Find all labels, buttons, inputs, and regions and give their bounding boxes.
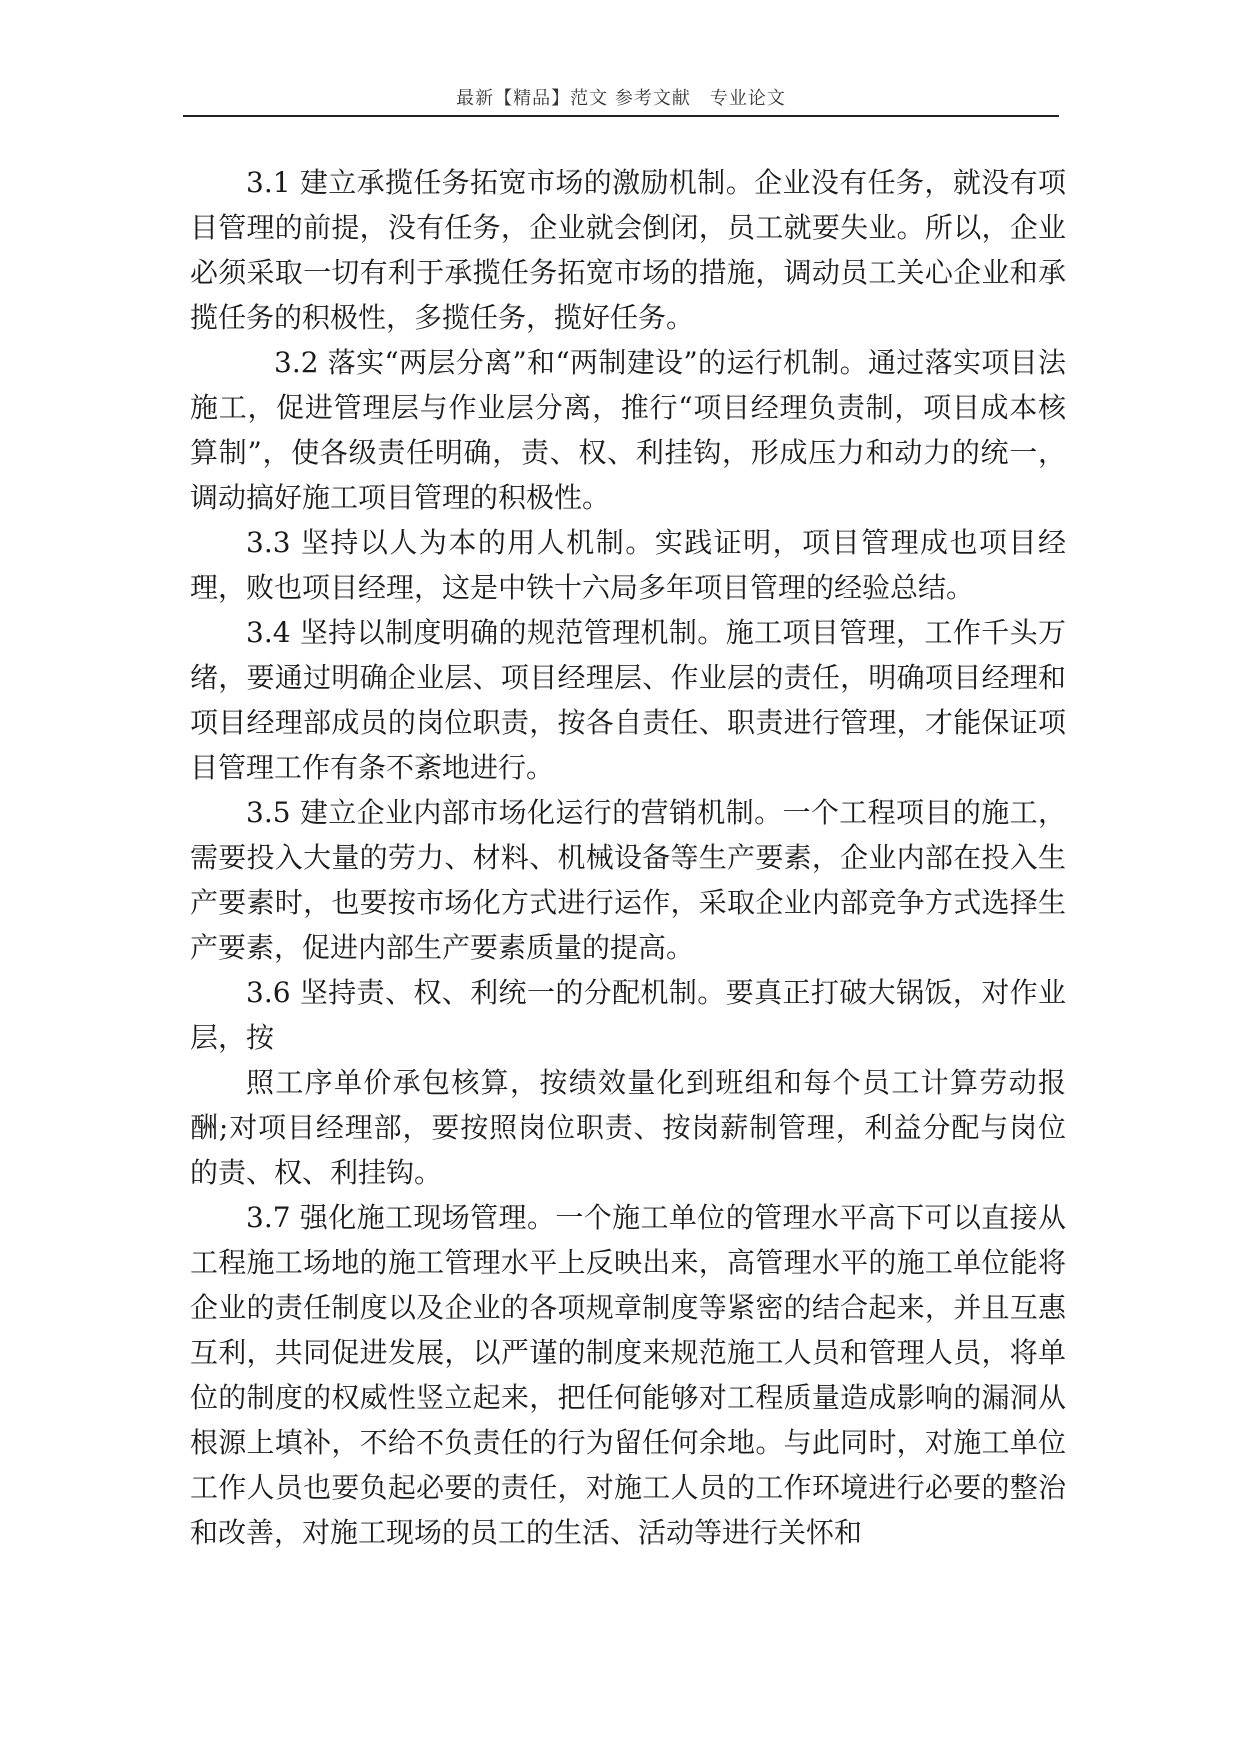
paragraph-3-5: 3.5 建立企业内部市场化运行的营销机制。一个工程项目的施工，需要投入大量的劳力、材料、机械设备等生产要素，企业内部在投入生产要素时，也要按市场化方式进行运作，采取企业内部竞争方式选择生产要素，促进内部生产要素质量的提高。: [190, 796, 1066, 964]
paragraph-3-1: 3.1 建立承揽任务拓宽市场的激励机制。企业没有任务，就没有项目管理的前提，没有任务，企业就会倒闭，员工就要失业。所以，企业必须采取一切有利于承揽任务拓宽市场的措施，调动员工关心企业和承揽任务的积极性，多揽任务，揽好任务。: [190, 166, 1066, 334]
paragraph-3-2: 3.2 落实“两层分离”和“两制建设”的运行机制。通过落实项目法施工，促进管理层与作业层分离，推行“项目经理负责制，项目成本核算制”，使各级责任明确，责、权、利挂钩，形成压力和动力的统一，调动搞好施工项目管理的积极性。: [190, 346, 1066, 514]
paragraph-3-4: 3.4 坚持以制度明确的规范管理机制。施工项目管理，工作千头万绪，要通过明确企业层、项目经理层、作业层的责任，明确项目经理和项目经理部成员的岗位职责，按各自责任、职责进行管理，才能保证项目管理工作有条不紊地进行。: [190, 616, 1066, 784]
paragraph-3-3: 3.3 坚持以人为本的用人机制。实践证明，项目管理成也项目经理，败也项目经理，这是中铁十六局多年项目管理的经验总结。: [190, 526, 1066, 604]
paragraph-3-6-continued: 照工序单价承包核算，按绩效量化到班组和每个员工计算劳动报酬;对项目经理部，要按照岗位职责、按岗薪制管理，利益分配与岗位的责、权、利挂钩。: [190, 1066, 1066, 1189]
document-body: [190, 160, 1066, 1555]
header-divider: [183, 115, 1059, 117]
paragraph-3-7: 3.7 强化施工现场管理。一个施工单位的管理水平高下可以直接从工程施工场地的施工管理水平上反映出来，高管理水平的施工单位能将企业的责任制度以及企业的各项规章制度等紧密的结合起来，并且互惠互利，共同促进发展，以严谨的制度来规范施工人员和管理人员，将单位的制度的权威性竖立起来，把任何能够对工程质量造成影响的漏洞从根源上填补，不给不负责任的行为留任何余地。与此同时，对施工单位工作人员也要负起必要的责任，对施工人员的工作环境进行必要的整治和改善，对施工现场的员工的生活、活动等进行关怀和: [190, 1201, 1066, 1549]
page-header: 最新【精品】范文 参考文献 专业论文: [456, 88, 786, 109]
paragraph-3-6: 3.6 坚持责、权、利统一的分配机制。要真正打破大锅饭，对作业层，按: [190, 976, 1066, 1054]
